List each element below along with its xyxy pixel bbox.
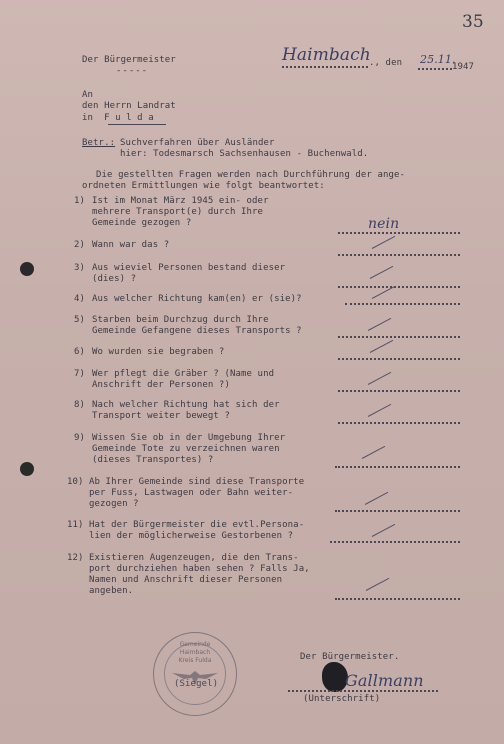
answer-dots bbox=[338, 254, 460, 256]
address-underline bbox=[108, 124, 166, 125]
seal-line-1: Gemeinde bbox=[179, 641, 211, 648]
answer-dots bbox=[338, 390, 460, 392]
answer-dots bbox=[330, 541, 460, 543]
place-dots bbox=[282, 66, 368, 68]
question-text: Wer pflegt die Gräber ? (Name und bbox=[92, 369, 275, 379]
answer-stroke bbox=[370, 266, 393, 279]
subject-line-1: Suchverfahren über Ausländer bbox=[120, 138, 275, 148]
question-text: (dieses Transportes) ? bbox=[92, 455, 214, 465]
intro-line-2: ordneten Ermittlungen wie folgt beantwortet: bbox=[82, 181, 325, 191]
answer-dots bbox=[335, 510, 460, 512]
answer-handwritten: nein bbox=[368, 216, 400, 232]
address-line-3: in F u l d a bbox=[82, 113, 154, 123]
question-text: port durchziehen haben sehen ? Falls Ja, bbox=[89, 564, 310, 574]
answer-dots bbox=[338, 232, 460, 234]
answer-stroke bbox=[365, 492, 388, 505]
question-text: Hat der Bürgermeister die evtl.Persona- bbox=[89, 520, 305, 530]
answer-dots bbox=[345, 303, 460, 305]
question-number: 11) bbox=[67, 520, 84, 530]
question-text: Gemeinde Gefangene dieses Transports ? bbox=[92, 326, 302, 336]
question-text: Wann war das ? bbox=[92, 240, 170, 250]
question-text: Existieren Augenzeugen, die den Trans- bbox=[89, 553, 299, 563]
address-line-1: An bbox=[82, 90, 94, 100]
question-text: Aus welcher Richtung kam(en) er (sie)? bbox=[92, 294, 302, 304]
signature-dots bbox=[288, 690, 438, 692]
question-number: 9) bbox=[74, 433, 86, 443]
punch-hole-top bbox=[20, 262, 34, 276]
question-number: 3) bbox=[74, 263, 86, 273]
answer-stroke bbox=[366, 578, 389, 591]
date-dots bbox=[418, 68, 452, 70]
question-text: (dies) ? bbox=[92, 274, 137, 284]
intro-line-1: Die gestellten Fragen werden nach Durchführung der ange- bbox=[96, 170, 406, 180]
answer-dots bbox=[335, 598, 460, 600]
question-text: gezogen ? bbox=[89, 499, 139, 509]
question-number: 1) bbox=[74, 196, 86, 206]
answer-dots bbox=[338, 422, 460, 424]
page-number: 35 bbox=[462, 12, 484, 32]
question-number: 5) bbox=[74, 315, 86, 325]
question-number: 7) bbox=[74, 369, 86, 379]
closing-title: Der Bürgermeister. bbox=[300, 652, 400, 662]
question-number: 6) bbox=[74, 347, 86, 357]
answer-stroke bbox=[372, 524, 395, 537]
question-text: Wo wurden sie begraben ? bbox=[92, 347, 225, 357]
sender-underline: ----- bbox=[116, 66, 149, 76]
question-text: Wissen Sie ob in der Umgebung Ihrer bbox=[92, 433, 286, 443]
question-number: 12) bbox=[67, 553, 84, 563]
question-number: 2) bbox=[74, 240, 86, 250]
question-text: Aus wieviel Personen bestand dieser bbox=[92, 263, 286, 273]
place-handwritten: Haimbach bbox=[282, 45, 371, 65]
signature-label: (Unterschrift) bbox=[303, 694, 381, 704]
answer-dots bbox=[338, 358, 460, 360]
date-prefix: ., den bbox=[369, 58, 403, 68]
answer-stroke bbox=[370, 340, 393, 353]
question-text: Namen und Anschrift dieser Personen bbox=[89, 575, 283, 585]
question-number: 4) bbox=[74, 294, 86, 304]
answer-dots bbox=[338, 336, 460, 338]
answer-stroke bbox=[362, 446, 385, 459]
signature-handwritten: Gallmann bbox=[345, 671, 424, 690]
seal-line-3: Kreis Fulda bbox=[178, 657, 212, 664]
answer-stroke bbox=[372, 236, 395, 249]
date-year: 1947 bbox=[452, 62, 475, 72]
answer-stroke bbox=[368, 372, 391, 385]
answer-stroke bbox=[368, 404, 391, 417]
answer-dots bbox=[338, 286, 460, 288]
subject-label: Betr.: bbox=[82, 138, 116, 148]
address-line-2: den Herrn Landrat bbox=[82, 101, 176, 111]
question-text: Ab Ihrer Gemeinde sind diese Transporte bbox=[89, 477, 305, 487]
question-text: Nach welcher Richtung hat sich der bbox=[92, 400, 280, 410]
date-handwritten: 25.11. bbox=[420, 53, 456, 66]
question-text: Starben beim Durchzug durch Ihre bbox=[92, 315, 269, 325]
seal-label: (Siegel) bbox=[174, 679, 219, 689]
question-text: per Fuss, Lastwagen oder Bahn weiter- bbox=[89, 488, 294, 498]
question-text: Transport weiter bewegt ? bbox=[92, 411, 230, 421]
answer-stroke bbox=[368, 318, 391, 331]
question-number: 10) bbox=[67, 477, 84, 487]
question-text: Ist im Monat März 1945 ein- oder bbox=[92, 196, 269, 206]
sender-title: Der Bürgermeister bbox=[82, 55, 176, 65]
question-text: Anschrift der Personen ?) bbox=[92, 380, 230, 390]
municipal-seal bbox=[153, 632, 237, 716]
question-text: Gemeinde gezogen ? bbox=[92, 218, 192, 228]
punch-hole-bottom bbox=[20, 462, 34, 476]
question-number: 8) bbox=[74, 400, 86, 410]
subject-line-2: hier: Todesmarsch Sachsenhausen - Buchenwald. bbox=[120, 149, 369, 159]
question-text: angeben. bbox=[89, 586, 134, 596]
seal-line-2: Haimbach bbox=[179, 649, 211, 656]
question-text: lien der möglicherweise Gestorbenen ? bbox=[89, 531, 294, 541]
question-text: Gemeinde Tote zu verzeichnen waren bbox=[92, 444, 280, 454]
question-text: mehrere Transport(e) durch Ihre bbox=[92, 207, 264, 217]
answer-dots bbox=[335, 466, 460, 468]
